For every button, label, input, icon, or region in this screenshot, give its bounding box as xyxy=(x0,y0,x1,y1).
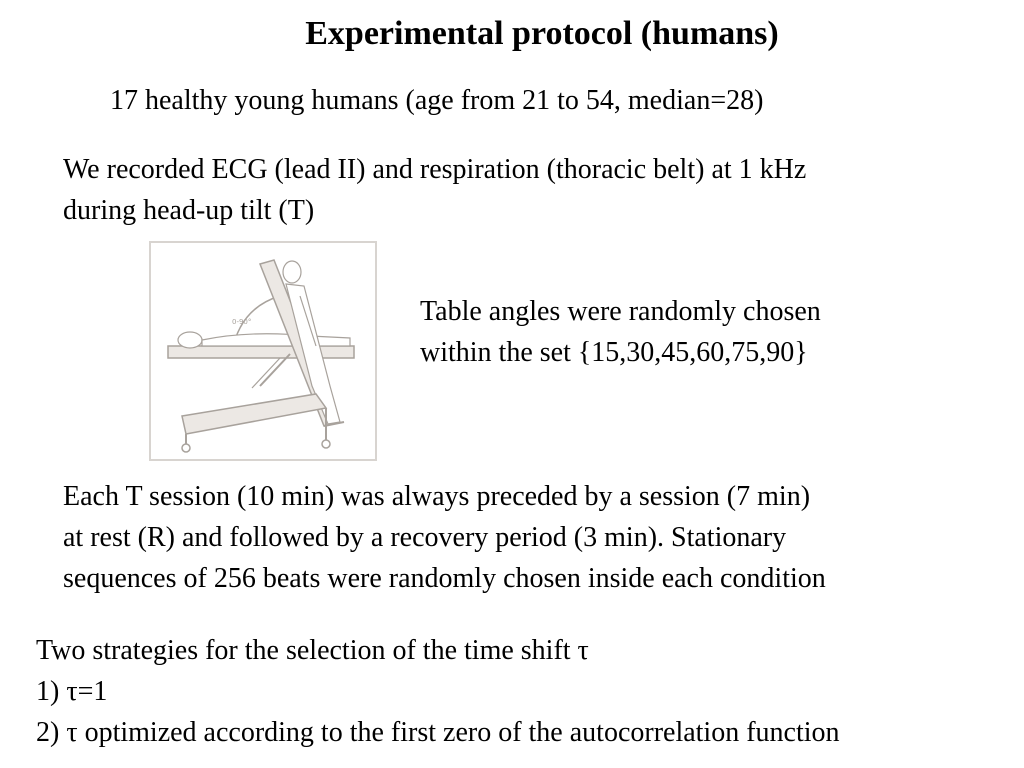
recording-line-2: during head-up tilt (T) xyxy=(63,195,315,226)
session-line-2: at rest (R) and followed by a recovery period (3 min). Stationary xyxy=(63,522,787,553)
session-line-1: Each T session (10 min) was always preceded by a session (7 min) xyxy=(63,481,811,512)
svg-text:0-90°: 0-90° xyxy=(232,318,252,326)
tilt-table-illustration xyxy=(140,236,386,466)
session-description xyxy=(63,476,826,599)
session-line-3: sequences of 256 beats were randomly chosen inside each condition xyxy=(63,563,826,594)
tau-strategy-2: 2) τ optimized according to the first zero of the autocorrelation function xyxy=(36,717,840,748)
time-shift-strategies xyxy=(36,630,840,753)
slide-title: Experimental protocol (humans) xyxy=(305,15,779,52)
tau-heading: Two strategies for the selection of the time shift τ xyxy=(36,635,589,666)
table-angles-line-1: Table angles were randomly chosen xyxy=(420,296,821,327)
recording-line-1: We recorded ECG (lead II) and respiration (thoracic belt) at 1 kHz xyxy=(63,154,807,185)
subjects-description: 17 healthy young humans (age from 21 to 54, median=28) xyxy=(110,85,764,116)
recording-description xyxy=(63,149,806,231)
table-angles-description xyxy=(420,291,821,373)
table-angles-line-2: within the set {15,30,45,60,75,90} xyxy=(420,337,808,368)
tau-strategy-1: 1) τ=1 xyxy=(36,676,108,707)
